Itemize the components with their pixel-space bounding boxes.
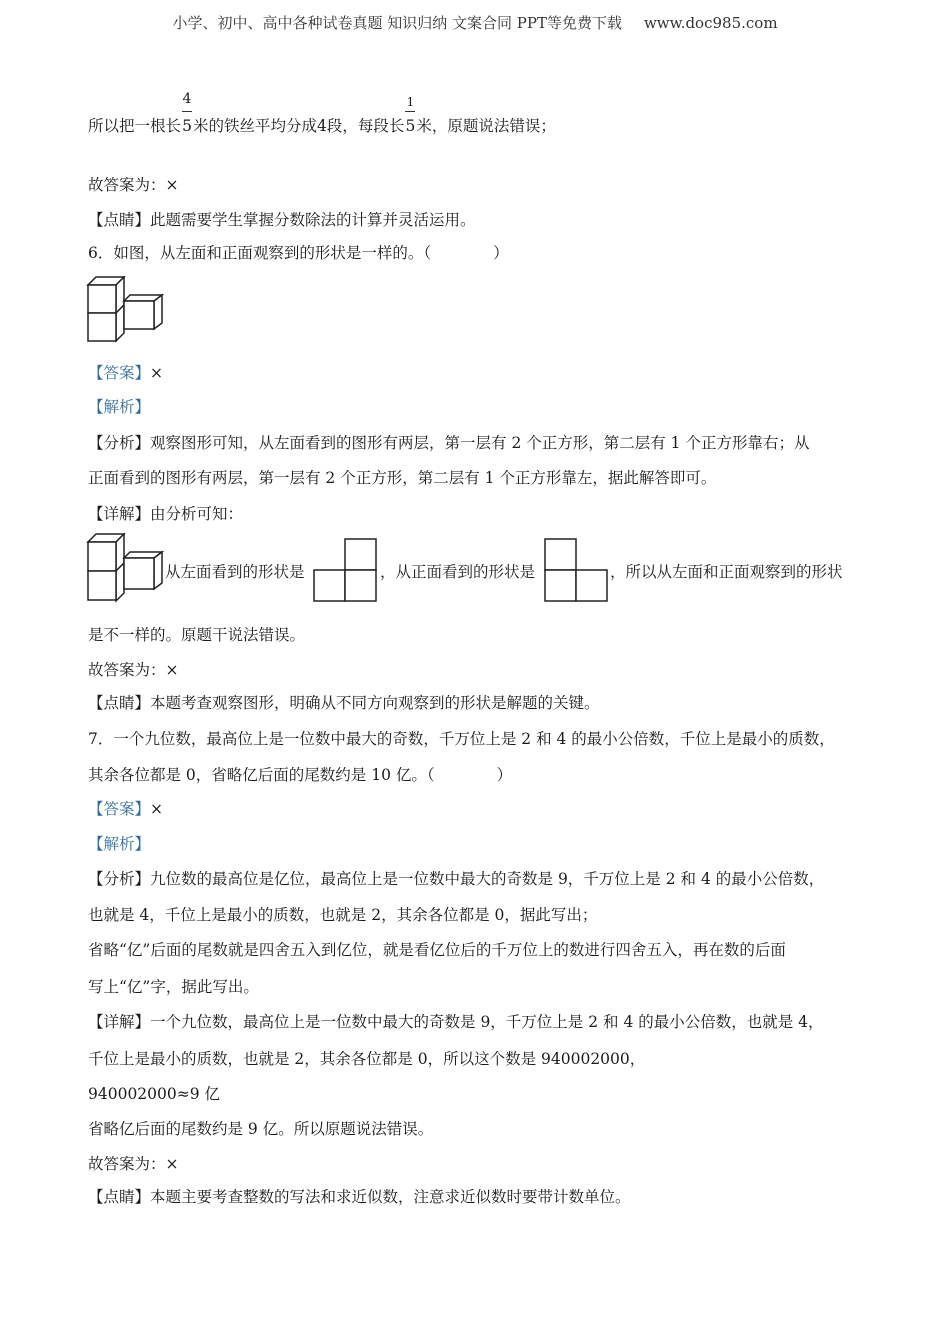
q6-analysis-line2: 正面看到的图形有两层，第一层有 2 个正方形，第二层有 1 个正方形靠左，据此解答即可。 [88, 469, 717, 487]
q7-analysis-line4: 写上“亿”字，据此写出。 [88, 978, 259, 996]
fraction-four-fifths: $\frac{4}{5}$ [182, 91, 192, 135]
q7-question-line1: 7．一个九位数，最高位上是一位数中最大的奇数，千万位上是 2 和 4 的最小公倍数，千位上是最小的质数， [88, 730, 835, 748]
left-view-figure [313, 538, 379, 602]
q6-cube-figure [86, 276, 166, 344]
q6-detail-end-text: ，所以从左面和正面观察到的形状 [610, 563, 843, 581]
q6-analysis-label: 【解析】 [88, 398, 151, 416]
q6-answer-label: 【答案】× [88, 364, 164, 382]
q7-detail-line1: 【详解】一个九位数，最高位上是一位数中最大的奇数是 9，千万位上是 2 和 4 的最小公倍数，也就是 4， [88, 1013, 824, 1031]
q7-analysis-line3: 省略“亿”后面的尾数就是四舍五入到亿位，就是看亿位后的千万位上的数进行四舍五入，再在数的后面 [88, 941, 786, 959]
q5-tip: 【点睛】此题需要学生掌握分数除法的计算并灵活运用。 [88, 211, 476, 229]
q7-tip: 【点睛】本题主要考查整数的写法和求近似数，注意求近似数时要带计数单位。 [88, 1188, 631, 1206]
q6-analysis-line1: 【分析】观察图形可知，从左面看到的图形有两层，第一层有 2 个正方形，第二层有 1 个正方形靠右；从 [88, 434, 810, 452]
q7-detail-line3: 940002000≈9 亿 [88, 1085, 221, 1103]
q6-detail-line2: 是不一样的。原题干说法错误。 [88, 626, 306, 644]
q6-detail-cube-figure [86, 533, 166, 603]
q7-analysis-line1: 【分析】九位数的最高位是亿位，最高位上是一位数中最大的奇数是 9，千万位上是 2 和 4 的最小公倍数， [88, 870, 825, 888]
q5-conclusion: 所以把一根长 $\frac{4}{5}$ 米的铁丝平均分成4段，每段长 $\frac{1}{5}$ 米，原题说法错误； [88, 91, 556, 135]
q6-question: 6．如图，从左面和正面观察到的形状是一样的。（ ） [88, 244, 509, 262]
q6-answer: 故答案为：× [88, 661, 179, 679]
q6-detail-left-text: 从左面看到的形状是 [165, 563, 305, 581]
q7-answer-label: 【答案】× [88, 800, 164, 818]
page-header [0, 12, 950, 33]
header-site-link[interactable]: www.doc985.com [643, 14, 778, 32]
q7-detail-line2: 千位上是最小的质数，也就是 2，其余各位都是 0，所以这个数是 940002000， [88, 1050, 646, 1068]
q7-analysis-line2: 也就是 4，千位上是最小的质数，也就是 2，其余各位都是 0，据此写出； [88, 906, 598, 924]
q6-detail-mid-text: ，从正面看到的形状是 [380, 563, 536, 581]
fraction-one-fifth: $\frac{1}{5}$ [405, 95, 416, 135]
q7-detail-line4: 省略亿后面的尾数约是 9 亿。所以原题说法错误。 [88, 1120, 434, 1138]
q7-analysis-label: 【解析】 [88, 835, 151, 853]
front-view-figure [544, 538, 610, 602]
q7-answer: 故答案为：× [88, 1155, 179, 1173]
header-text: 小学、初中、高中各种试卷真题 知识归纳 文案合同 PPT等免费下载 [172, 14, 622, 32]
q5-answer: 故答案为：× [88, 176, 179, 194]
q6-detail-intro: 【详解】由分析可知： [88, 505, 244, 523]
q6-tip: 【点睛】本题考查观察图形，明确从不同方向观察到的形状是解题的关键。 [88, 694, 600, 712]
q7-question-line2: 其余各位都是 0，省略亿后面的尾数约是 10 亿。（ ） [88, 766, 513, 784]
